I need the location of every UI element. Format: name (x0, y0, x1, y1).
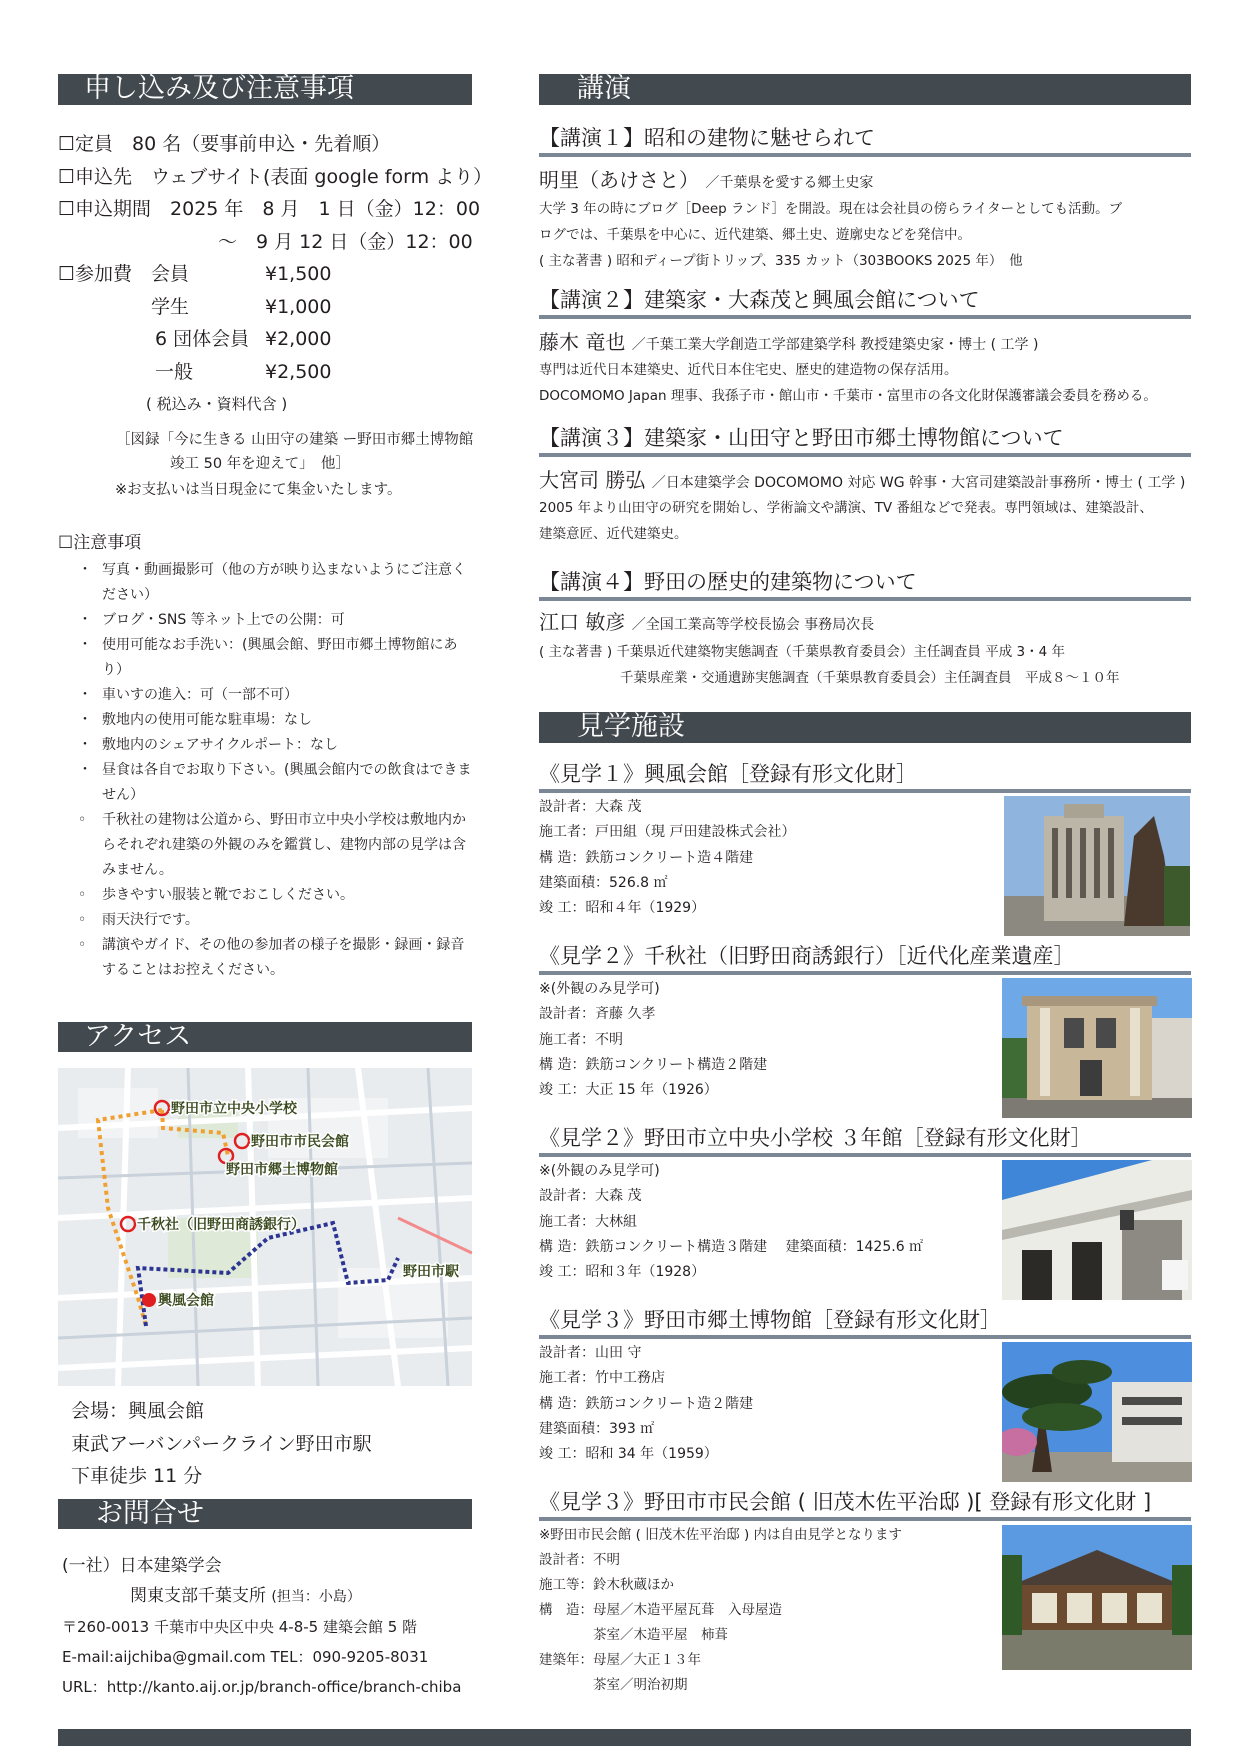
note-item: ・ 敷地内の使用可能な駐車場：なし (78, 712, 312, 728)
map-label-civic: 野田市市民会館 (251, 1134, 349, 1150)
map-label-kofu: 興風会館 (158, 1293, 214, 1309)
visit2-photo (1002, 978, 1192, 1118)
fee-type-student: 学生 (151, 295, 190, 318)
visit1-info-line: 建築面積：526.8 ㎡ (539, 874, 668, 891)
visit3-info-line: 設計者：大森 茂 (539, 1188, 642, 1205)
lecture2-desc-line: 専門は近代日本建築史、近代日本住宅史、歴史的建造物の保存活用。 (539, 362, 958, 378)
map-label-museum: 野田市郷土博物館 (226, 1162, 338, 1178)
lecture1-speaker-row (539, 164, 873, 193)
lecture2-speaker-row (539, 326, 1038, 355)
capacity-line: ☐定員 80 名（要事前申込・先着順） (58, 133, 391, 155)
fee-price-group: ¥2,000 (265, 328, 332, 350)
visit3-info-line: 竣 工：昭和３年（1928） (539, 1264, 706, 1281)
visit2-info-line: 構 造：鉄筋コンクリート構造２階建 (539, 1056, 768, 1073)
contact-org2-row (62, 1581, 461, 1612)
contact-address: 〒260-0013 千葉市中央区中央 4-8-5 建築会館 5 階 (62, 1618, 418, 1636)
lecture1-title: 【講演１】昭和の建物に魅せられて (539, 126, 1191, 157)
visit4-info-line: 建築面積：393 ㎡ (539, 1420, 655, 1437)
book-note (116, 428, 473, 476)
lectures-heading: 講演 (539, 74, 1191, 105)
lecture2-desc (539, 357, 1157, 409)
apply-period-end-line: 〜 9 月 12 日（金）12：00 (218, 230, 473, 253)
lecture4-speaker-row (539, 606, 874, 635)
visit2-info-line: ※(外観のみ見学可) (539, 981, 660, 997)
notes-heading: ☐注意事項 (58, 533, 142, 553)
payment-note: ※お支払いは当日現金にて集金いたします。 (115, 482, 402, 498)
visit1-info-line: 構 造：鉄筋コンクリート造４階建 (539, 849, 754, 866)
visit5-info-line: 建築年：母屋／大正１３年 (539, 1652, 701, 1668)
map-label-senshusha: 千秋社（旧野田商誘銀行） (137, 1217, 305, 1233)
station-line: 東武アーバンパークライン野田市駅 (71, 1432, 372, 1455)
lecture3-speaker-row (539, 464, 1185, 493)
visit2-info-line: 設計者：斉藤 久孝 (539, 1006, 656, 1023)
visit5-info-line: 施工等：鈴木秋蔵ほか (539, 1577, 674, 1593)
map-label-school: 野田市立中央小学校 (171, 1101, 297, 1117)
visit1-info-line: 施工者：戸田組（現 戸田建設株式会社） (539, 824, 796, 841)
visit5-info-line: 構 造：母屋／木造平屋瓦葺 入母屋造 (539, 1602, 782, 1618)
access-map[interactable] (58, 1068, 472, 1386)
fee-price-general: ¥2,500 (265, 360, 332, 383)
lecture4-desc-line: ( 主な著書 ) 千葉県近代建築物実態調査（千葉県教育委員会）主任調査員 平成 3・4 年 (539, 644, 1065, 660)
contact-org1: (一社）日本建築学会 (62, 1556, 222, 1576)
fee-note: ( 税込み・資料代含 ) (146, 395, 288, 413)
note-item: ・ 使用可能なお手洗い：(興風会館、野田市郷土博物館にあり） (78, 637, 458, 678)
visit1-info-line: 設計者：大森 茂 (539, 799, 642, 815)
note-item: ◦ 千秋社の建物は公道から、野田市立中央小学校は敷地内からそれぞれ建築の外観のみを鑑賞し、建物内部の見学は含みません。 (78, 812, 466, 878)
lecture2-title: 【講演２】建築家・大森茂と興風会館について (539, 288, 1191, 319)
lecture2-affiliation: ／千葉工業大学創造工学部建築学科 教授建築史家・博士 ( 工学 ) (631, 337, 1039, 353)
walk-line: 下車徒歩 11 分 (71, 1465, 203, 1487)
contact-info (62, 1551, 461, 1702)
contact-email-tel[interactable]: E-mail:aijchiba@gmail.com TEL：090-9205-8031 (62, 1648, 429, 1666)
fee-type-member: 会員 (151, 263, 190, 285)
note-item: ・ 昼食は各自でお取り下さい。(興風会館内での飲食はできません） (78, 762, 472, 803)
fee-type-general: 一般 (155, 360, 194, 383)
visit5-title: 《見学３》野田市市民会館 ( 旧茂木佐平治邸 )[ 登録有形文化財 ] (539, 1490, 1191, 1521)
lecture1-speaker: 明里（あけさと） (539, 168, 699, 192)
visit5-info (539, 1523, 902, 1698)
book-note-line2: 竣工 50 年を迎えて」 他］ (170, 456, 350, 472)
visit5-info-line: 茶室／明治初期 (539, 1677, 688, 1693)
lecture3-desc-line: 2005 年より山田守の研究を開始し、学術論文や講演、TV 番組などで発表。専門領域は、建築設計、 (539, 500, 1153, 516)
visit4-info-line: 竣 工：昭和 34 年（1959） (539, 1446, 718, 1463)
contact-org2-note: (担当：小島） (271, 1589, 361, 1605)
contact-heading: お問合せ (58, 1499, 472, 1529)
lecture4-desc-line: 千葉県産業・交通遺跡実態調査（千葉県教育委員会）主任調査員 平成８〜１０年 (539, 670, 1120, 686)
lecture1-desc-line: ログでは、千葉県を中心に、近代建築、郷土史、遊廓史などを発信中。 (539, 227, 971, 243)
visit3-info-line: ※(外観のみ見学可) (539, 1163, 660, 1179)
visit4-info-line: 構 造：鉄筋コンクリート造２階建 (539, 1395, 754, 1412)
lecture1-affiliation: ／千葉県を愛する郷土史家 (705, 175, 874, 191)
contact-url[interactable]: URL：http://kanto.aij.or.jp/branch-office/branch-chiba (62, 1678, 462, 1696)
note-item: ◦ 講演やガイド、その他の参加者の様子を撮影・録画・録音することはお控えください。 (78, 937, 465, 978)
visit5-info-line: 茶室／木造平屋 柿葺 (539, 1627, 728, 1643)
visit4-photo (1002, 1342, 1192, 1482)
fee-price-member: ¥1,500 (265, 263, 332, 285)
map-label-station: 野田市駅 (403, 1264, 459, 1280)
visit4-info (539, 1341, 753, 1467)
visit3-info-line: 構 造：鉄筋コンクリート構造３階建 建築面積：1425.6 ㎡ (539, 1238, 924, 1255)
visit1-photo (1004, 796, 1190, 936)
lecture4-speaker: 江口 敏彦 (539, 610, 626, 634)
visit1-info (539, 795, 795, 921)
lecture2-desc-line: DOCOMOMO Japan 理事、我孫子市・館山市・千葉市・富里市の各文化財保護審議会委員を務める。 (539, 388, 1157, 404)
visit2-info (539, 977, 767, 1103)
note-item: ・ 敷地内のシェアサイクルポート：なし (78, 737, 339, 753)
visit3-info (539, 1159, 923, 1285)
visit3-title: 《見学２》野田市立中央小学校 ３年館［登録有形文化財］ (539, 1126, 1191, 1157)
access-heading: アクセス (58, 1022, 472, 1052)
footer-bar (58, 1729, 1191, 1746)
lecture1-desc-line: ( 主な著書 ) 昭和ディープ街トリップ、335 カット（303BOOKS 2025 年） 他 (539, 253, 1023, 269)
contact-org2: 関東支部千葉支所 (130, 1586, 266, 1606)
note-item: ◦ 雨天決行です。 (78, 912, 199, 928)
note-item: ・ 写真・動画撮影可（他の方が映り込まないようにご注意ください） (78, 562, 466, 603)
application-info (58, 128, 492, 258)
visit4-info-line: 施工者：竹中工務店 (539, 1370, 665, 1387)
visit1-title: 《見学１》興風会館［登録有形文化財］ (539, 762, 1191, 793)
lecture3-title: 【講演３】建築家・山田守と野田市郷土博物館について (539, 426, 1191, 457)
note-item: ・ ブログ・SNS 等ネット上での公開：可 (78, 612, 345, 628)
notes-list (78, 558, 473, 983)
fee-price-student: ¥1,000 (265, 295, 332, 318)
visit3-info-line: 施工者：大林組 (539, 1213, 637, 1230)
visit4-info-line: 設計者：山田 守 (539, 1345, 642, 1361)
visit1-info-line: 竣 工：昭和４年（1929） (539, 900, 706, 917)
lecture3-desc-line: 建築意匠、近代建築史。 (539, 526, 688, 542)
apply-to-line: ☐申込先 ウェブサイト(表面 google form より） (58, 165, 493, 188)
visit5-photo (1002, 1525, 1192, 1670)
visits-heading: 見学施設 (539, 712, 1191, 743)
note-item: ◦ 歩きやすい服装と靴でおこしください。 (78, 887, 354, 903)
visit2-title: 《見学２》千秋社（旧野田商誘銀行）［近代化産業遺産］ (539, 944, 1191, 975)
visit2-info-line: 施工者：不明 (539, 1031, 623, 1048)
venue-line: 会場：興風会館 (71, 1400, 205, 1422)
lecture4-desc (539, 639, 1120, 691)
lecture3-desc (539, 495, 1153, 547)
lecture3-speaker: 大宮司 勝弘 (539, 468, 646, 492)
fee-type-group: 6 団体会員 (155, 328, 250, 350)
application-heading: 申し込み及び注意事項 (58, 74, 472, 105)
lecture1-desc (539, 196, 1122, 274)
fee-label: ☐参加費 (58, 263, 133, 285)
visit2-info-line: 竣 工：大正 15 年（1926） (539, 1082, 718, 1099)
visit5-info-line: 設計者：不明 (539, 1552, 620, 1568)
lecture3-affiliation: ／日本建築学会 DOCOMOMO 対応 WG 幹事・大宮司建築設計事務所・博士 ( 工学 ) (651, 475, 1186, 491)
visit3-photo (1002, 1160, 1192, 1300)
lecture1-desc-line: 大学 3 年の時にブログ［Deep ランド］を開設。現在は会社員の傍らライターとしても活動。ブ (539, 201, 1123, 217)
lecture4-affiliation: ／全国工業高等学校長協会 事務局次長 (631, 617, 875, 633)
access-info (71, 1395, 372, 1493)
visit5-info-line: ※野田市民会館 ( 旧茂木佐平治邸 ) 内は自由見学となります (539, 1527, 903, 1543)
note-item: ・ 車いすの進入：可（一部不可） (78, 687, 298, 703)
book-note-line1: ［図録「今に生きる 山田守の建築 ー野田市郷土博物館 (116, 432, 474, 448)
apply-period-line: ☐申込期間 2025 年 8 月 1 日（金）12：00 (58, 198, 481, 220)
lecture4-title: 【講演４】野田の歴史的建築物について (539, 570, 1191, 601)
visit4-title: 《見学３》野田市郷土博物館［登録有形文化財］ (539, 1308, 1191, 1339)
lecture2-speaker: 藤木 竜也 (539, 330, 626, 354)
